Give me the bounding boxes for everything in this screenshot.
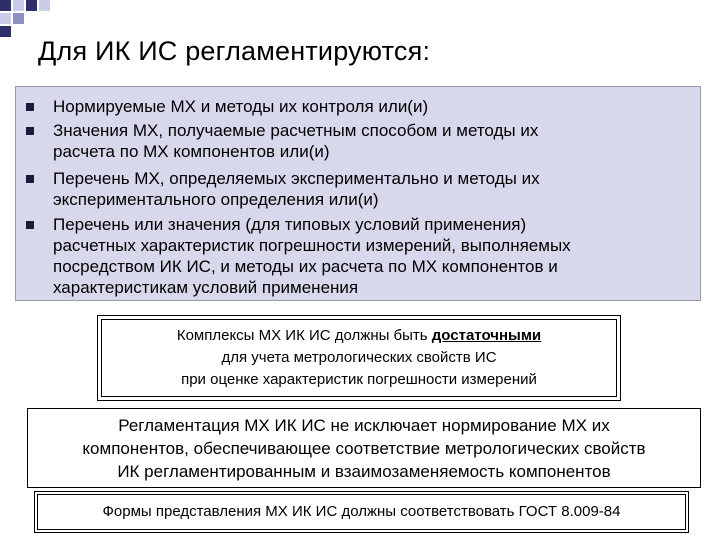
- corner-decoration-square: [13, 0, 24, 11]
- corner-decoration-square: [0, 0, 11, 11]
- regulation-note-box: [27, 408, 701, 488]
- standard-note-text: Формы представления МХ ИК ИС должны соответствовать ГОСТ 8.009-84: [102, 503, 621, 520]
- standard-note-box: [37, 494, 686, 530]
- sufficiency-emphasis: достаточными: [431, 327, 542, 344]
- corner-decoration-square: [0, 13, 11, 24]
- list-item-text: Нормируемые МХ и методы их контроля или(и): [53, 97, 429, 116]
- list-item-text: Значения МХ, получаемые расчетным способом и методы их: [53, 121, 539, 140]
- list-item: [26, 214, 686, 298]
- list-item: [26, 120, 686, 162]
- regulation-note-line: компонентов, обеспечивающее соответствие метрологических свойств: [82, 439, 646, 458]
- list-item-text: экспериментального определения или(и): [53, 190, 379, 209]
- regulation-note-line: ИК регламентированным и взаимозаменяемость компонентов: [117, 462, 611, 481]
- list-item: [26, 96, 686, 117]
- list-item-text: Перечень или значения (для типовых условий применения): [53, 215, 527, 234]
- sufficiency-note-text: Комплексы МХ ИК ИС должны быть: [176, 327, 432, 344]
- sufficiency-note-box: [101, 319, 617, 397]
- requirements-box: [15, 86, 701, 301]
- corner-decoration-square: [39, 0, 50, 11]
- square-bullet-icon: [26, 175, 34, 183]
- list-item-text: характеристикам условий применения: [53, 278, 359, 297]
- corner-decoration-square: [0, 26, 11, 37]
- list-item-text: посредством ИК ИС, и методы их расчета по МХ компонентов и: [53, 257, 558, 276]
- list-item-text: Перечень МХ, определяемых экспериментально и методы их: [53, 169, 540, 188]
- slide-title: Для ИК ИС регламентируются:: [38, 36, 431, 66]
- sufficiency-note-line: для учета метрологических свойств ИС: [221, 349, 497, 366]
- sufficiency-note-line: при оценке характеристик погрешности измерений: [181, 371, 537, 388]
- sufficiency-note-line: [102, 325, 616, 347]
- regulation-note-line: Регламентация МХ ИК ИС не исключает нормирование МХ их: [118, 416, 610, 435]
- square-bullet-icon: [26, 103, 34, 111]
- corner-decoration-square: [13, 13, 24, 24]
- list-item-text: расчета по МХ компонентов или(и): [53, 142, 330, 161]
- corner-decoration-square: [26, 0, 37, 11]
- list-item-text: расчетных характеристик погрешности измерений, выполняемых: [53, 236, 571, 255]
- square-bullet-icon: [26, 127, 34, 135]
- list-item: [26, 168, 686, 210]
- square-bullet-icon: [26, 221, 34, 229]
